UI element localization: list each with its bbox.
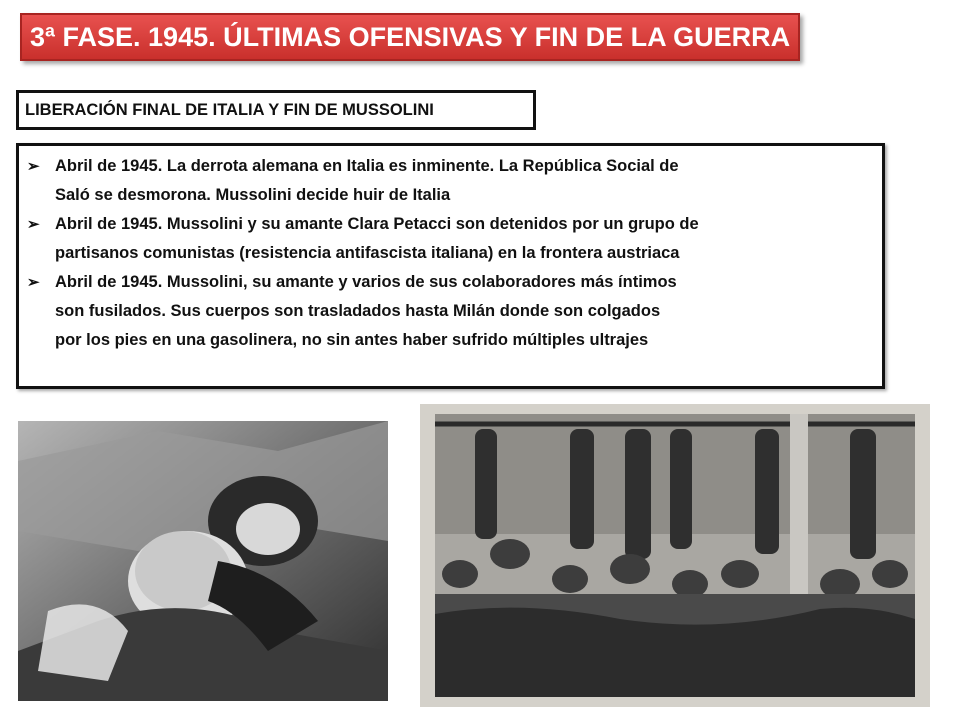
bullet-line: son fusilados. Sus cuerpos son trasladados hasta Milán donde son colgados	[55, 302, 661, 320]
bullet-line: Abril de 1945. Mussolini y su amante Clara Petacci son detenidos por un grupo de	[55, 215, 699, 233]
bullet-item	[27, 268, 876, 355]
arrow-bullet-icon: ➢	[27, 274, 40, 291]
content-box	[16, 143, 885, 389]
bullet-line: partisanos comunistas (resistencia antifascista italiana) en la frontera austriaca	[55, 244, 680, 262]
bullet-line: Abril de 1945. La derrota alemana en Italia es inminente. La República Social de	[55, 157, 679, 175]
arrow-bullet-icon: ➢	[27, 158, 40, 175]
bullet-line: Saló se desmorona. Mussolini decide huir de Italia	[55, 186, 451, 204]
bullet-line: Abril de 1945. Mussolini, su amante y varios de sus colaboradores más íntimos	[55, 273, 677, 291]
bullet-item	[27, 210, 876, 268]
bullet-line: por los pies en una gasolinera, no sin antes haber sufrido múltiples ultrajes	[55, 331, 649, 349]
bullet-item	[27, 152, 876, 210]
historical-photo-left	[18, 421, 388, 701]
page-title: 3ª FASE. 1945. ÚLTIMAS OFENSIVAS Y FIN DE LA GUERRA	[20, 13, 800, 61]
section-subtitle: LIBERACIÓN FINAL DE ITALIA Y FIN DE MUSSOLINI	[16, 90, 536, 130]
arrow-bullet-icon: ➢	[27, 216, 40, 233]
historical-photo-right	[420, 404, 930, 707]
